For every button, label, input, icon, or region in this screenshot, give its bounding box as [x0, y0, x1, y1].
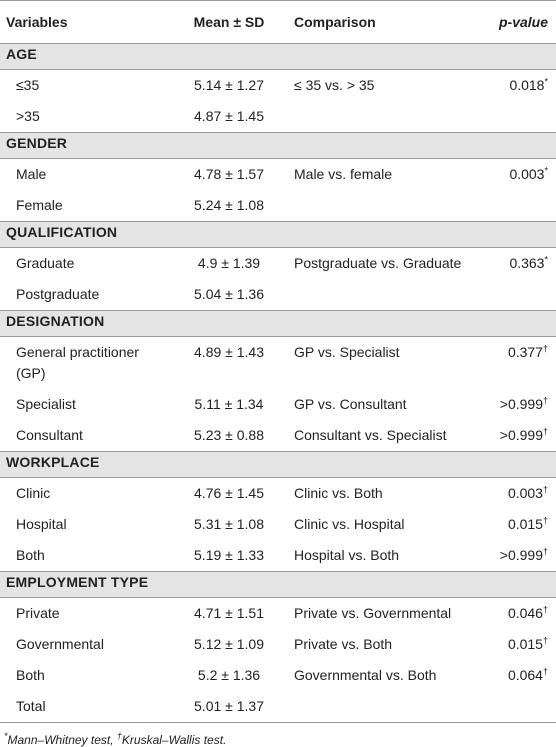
p-value-cell [478, 691, 556, 723]
variable-cell: ≤35 [16, 77, 40, 93]
mean-sd-cell: 4.76 ± 1.45 [194, 485, 264, 501]
p-value-cell: >0.999† [499, 426, 548, 443]
variable-cell: General practitioner (GP) [16, 344, 139, 381]
p-value-cell: 0.377† [507, 343, 548, 360]
table-row [0, 389, 556, 420]
variable-cell: Consultant [16, 427, 83, 443]
table-row [0, 101, 556, 133]
table-row [0, 279, 556, 311]
header-mean-sd: Mean ± SD [172, 1, 286, 44]
mean-sd-cell: 5.24 ± 1.08 [194, 197, 264, 213]
comparison-cell: ≤ 35 vs. > 35 [294, 77, 375, 93]
variable-cell: Hospital [16, 516, 67, 532]
comparison-cell [286, 279, 478, 311]
variable-cell: Both [16, 547, 45, 563]
comparison-cell: Male vs. female [294, 166, 393, 182]
variable-cell: Governmental [16, 636, 104, 652]
table-row [0, 691, 556, 723]
p-value-cell: 0.003* [509, 165, 548, 182]
mean-sd-cell: 5.19 ± 1.33 [194, 547, 264, 563]
p-value-cell: 0.015† [507, 635, 548, 652]
comparison-cell: Hospital vs. Both [294, 547, 400, 563]
section-title: AGE [0, 44, 556, 70]
table-row [0, 629, 556, 660]
mean-sd-cell: 5.12 ± 1.09 [194, 636, 264, 652]
table-row [0, 540, 556, 572]
section-title: WORKPLACE [0, 452, 556, 478]
p-value-cell: >0.999† [499, 546, 548, 563]
header-comparison: Comparison [286, 1, 478, 44]
variable-cell: Female [16, 197, 63, 213]
mean-sd-cell: 5.2 ± 1.36 [197, 667, 261, 683]
table-row [0, 70, 556, 102]
section-header-qualification [0, 222, 556, 248]
section-header-gender [0, 133, 556, 159]
variable-cell: Clinic [16, 485, 51, 501]
table-row [0, 478, 556, 510]
variable-cell: Specialist [16, 396, 76, 412]
comparison-cell: GP vs. Specialist [294, 344, 400, 360]
comparison-cell: Consultant vs. Specialist [294, 427, 447, 443]
variable-cell: Male [16, 166, 47, 182]
section-header-designation [0, 311, 556, 337]
p-value-cell: 0.015† [507, 515, 548, 532]
mean-sd-cell: 5.01 ± 1.37 [172, 691, 286, 723]
p-value-cell: 0.064† [507, 666, 548, 683]
p-value-cell: 0.046† [507, 604, 548, 621]
mean-sd-cell: 4.87 ± 1.45 [194, 108, 264, 124]
comparison-cell: Private vs. Both [294, 636, 393, 652]
table-row [0, 660, 556, 691]
p-value-cell [478, 101, 556, 133]
table-row [0, 509, 556, 540]
comparison-cell [286, 691, 478, 723]
comparison-cell [286, 190, 478, 222]
variable-cell: Graduate [16, 255, 75, 271]
mean-sd-cell: 5.14 ± 1.27 [194, 77, 264, 93]
variable-cell: Total [0, 691, 172, 723]
comparison-cell: Postgraduate vs. Graduate [294, 255, 462, 271]
table-row [0, 420, 556, 452]
table-row [0, 598, 556, 630]
comparison-cell: Clinic vs. Both [294, 485, 383, 501]
comparison-cell: Governmental vs. Both [294, 667, 437, 683]
header-row [0, 1, 556, 44]
section-title: DESIGNATION [0, 311, 556, 337]
p-value-cell: 0.018* [509, 76, 548, 93]
variable-cell: Private [16, 605, 60, 621]
p-value-cell: >0.999† [499, 395, 548, 412]
table-row [0, 248, 556, 280]
p-value-cell: 0.003† [507, 484, 548, 501]
comparison-cell [286, 101, 478, 133]
section-title: EMPLOYMENT TYPE [0, 572, 556, 598]
variable-cell: Postgraduate [16, 286, 100, 302]
table-footnote: *Mann–Whitney test, †Kruskal–Wallis test. [4, 731, 227, 747]
mean-sd-cell: 4.89 ± 1.43 [194, 344, 264, 360]
p-value-cell [478, 279, 556, 311]
section-title: GENDER [0, 133, 556, 159]
p-value-cell: 0.363* [509, 254, 548, 271]
mean-sd-cell: 5.23 ± 0.88 [194, 427, 264, 443]
variable-cell: >35 [16, 108, 40, 124]
p-value-cell [478, 190, 556, 222]
section-header-workplace [0, 452, 556, 478]
mean-sd-cell: 4.9 ± 1.39 [197, 255, 261, 271]
comparison-cell: Private vs. Governmental [294, 605, 452, 621]
mean-sd-cell: 4.71 ± 1.51 [194, 605, 264, 621]
section-title: QUALIFICATION [0, 222, 556, 248]
mean-sd-cell: 5.11 ± 1.34 [194, 396, 264, 412]
section-header-employment-type [0, 572, 556, 598]
comparison-cell: GP vs. Consultant [294, 396, 407, 412]
mean-sd-cell: 5.31 ± 1.08 [194, 516, 264, 532]
variable-cell: Both [16, 667, 45, 683]
header-p-value: p-value [478, 1, 556, 44]
mean-sd-cell: 4.78 ± 1.57 [194, 166, 264, 182]
table-row [0, 159, 556, 191]
table-row [0, 337, 556, 390]
comparison-cell: Clinic vs. Hospital [294, 516, 405, 532]
table-row [0, 190, 556, 222]
mean-sd-cell: 5.04 ± 1.36 [194, 286, 264, 302]
header-variables: Variables [0, 1, 172, 44]
section-header-age [0, 44, 556, 70]
